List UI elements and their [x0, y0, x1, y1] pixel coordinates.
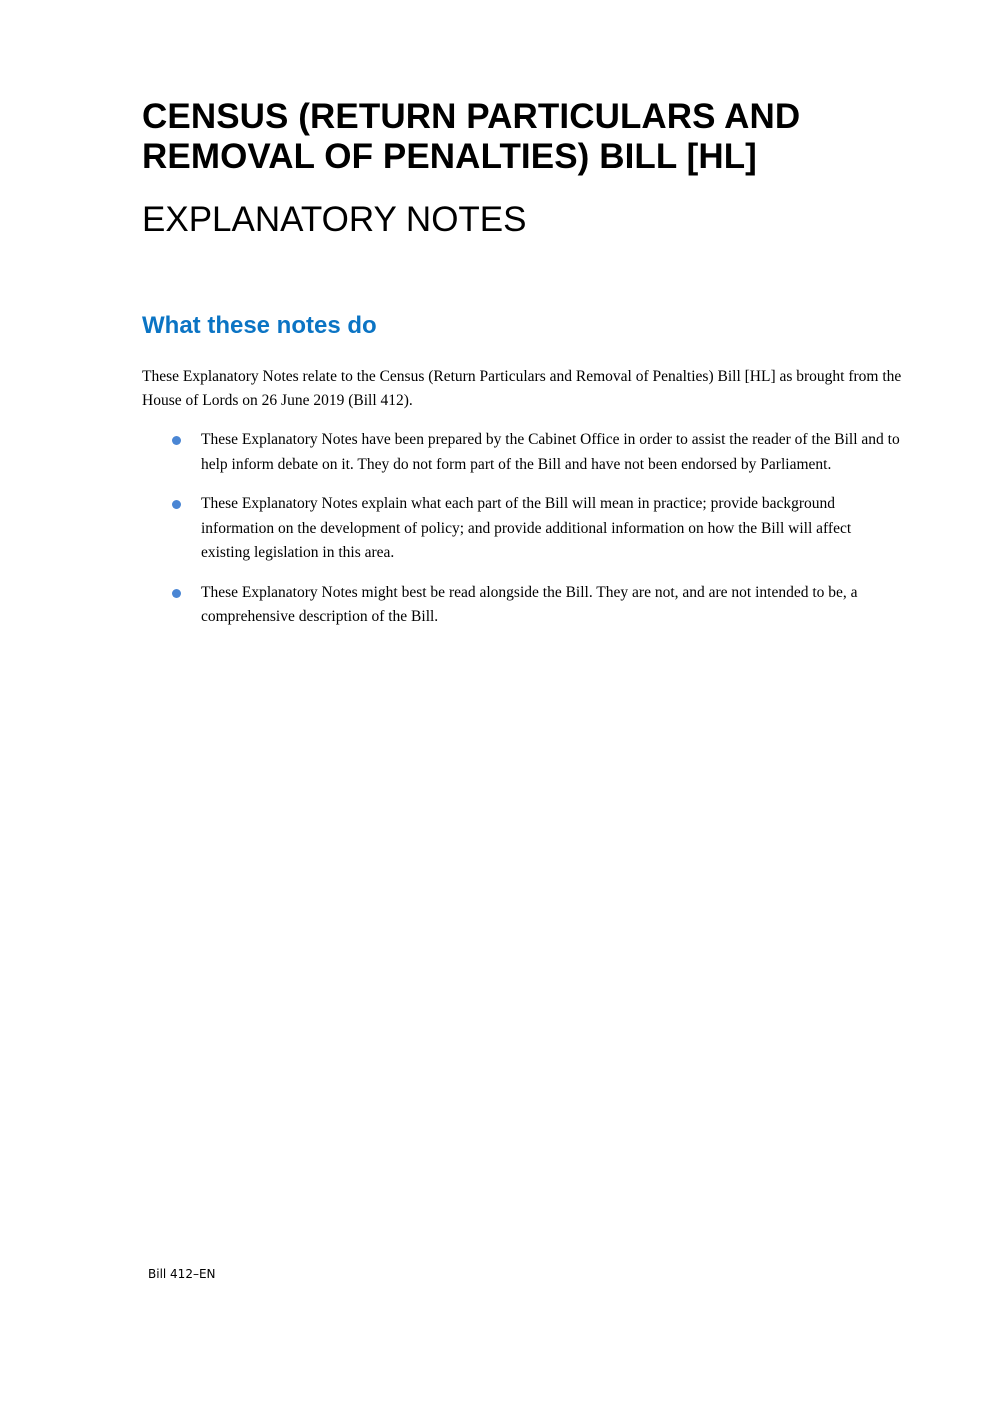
document-subtitle: EXPLANATORY NOTES	[142, 200, 527, 239]
bullet-item	[142, 428, 902, 477]
bullet-dot-icon	[172, 436, 181, 445]
bullet-item	[142, 581, 902, 630]
bullet-text: These Explanatory Notes might best be read alongside the Bill. They are not, and are not intended to be, a comprehensive description of the Bill.	[201, 583, 858, 625]
bullet-text: These Explanatory Notes explain what each part of the Bill will mean in practice; provide background information on the development of policy; and provide additional information on how the Bill will affect existing legislation in this area.	[201, 495, 852, 561]
bullet-dot-icon	[172, 589, 181, 598]
section-heading: What these notes do	[142, 312, 377, 339]
bullet-text: These Explanatory Notes have been prepared by the Cabinet Office in order to assist the reader of the Bill and to help inform debate on it. They do not form part of the Bill and have not been endorsed by Parliament.	[201, 431, 900, 473]
document-title: CENSUS (RETURN PARTICULARS AND REMOVAL OF PENALTIES) BILL [HL]	[142, 97, 801, 176]
intro-paragraph: These Explanatory Notes relate to the Census (Return Particulars and Removal of Penalties) Bill [HL] as brought from the House of Lords on 26 June 2019 (Bill 412).	[142, 368, 902, 409]
bullet-list	[142, 428, 902, 645]
bullet-dot-icon	[172, 500, 181, 509]
bullet-item	[142, 492, 902, 566]
bill-reference-footer: Bill 412–EN	[148, 1267, 216, 1281]
